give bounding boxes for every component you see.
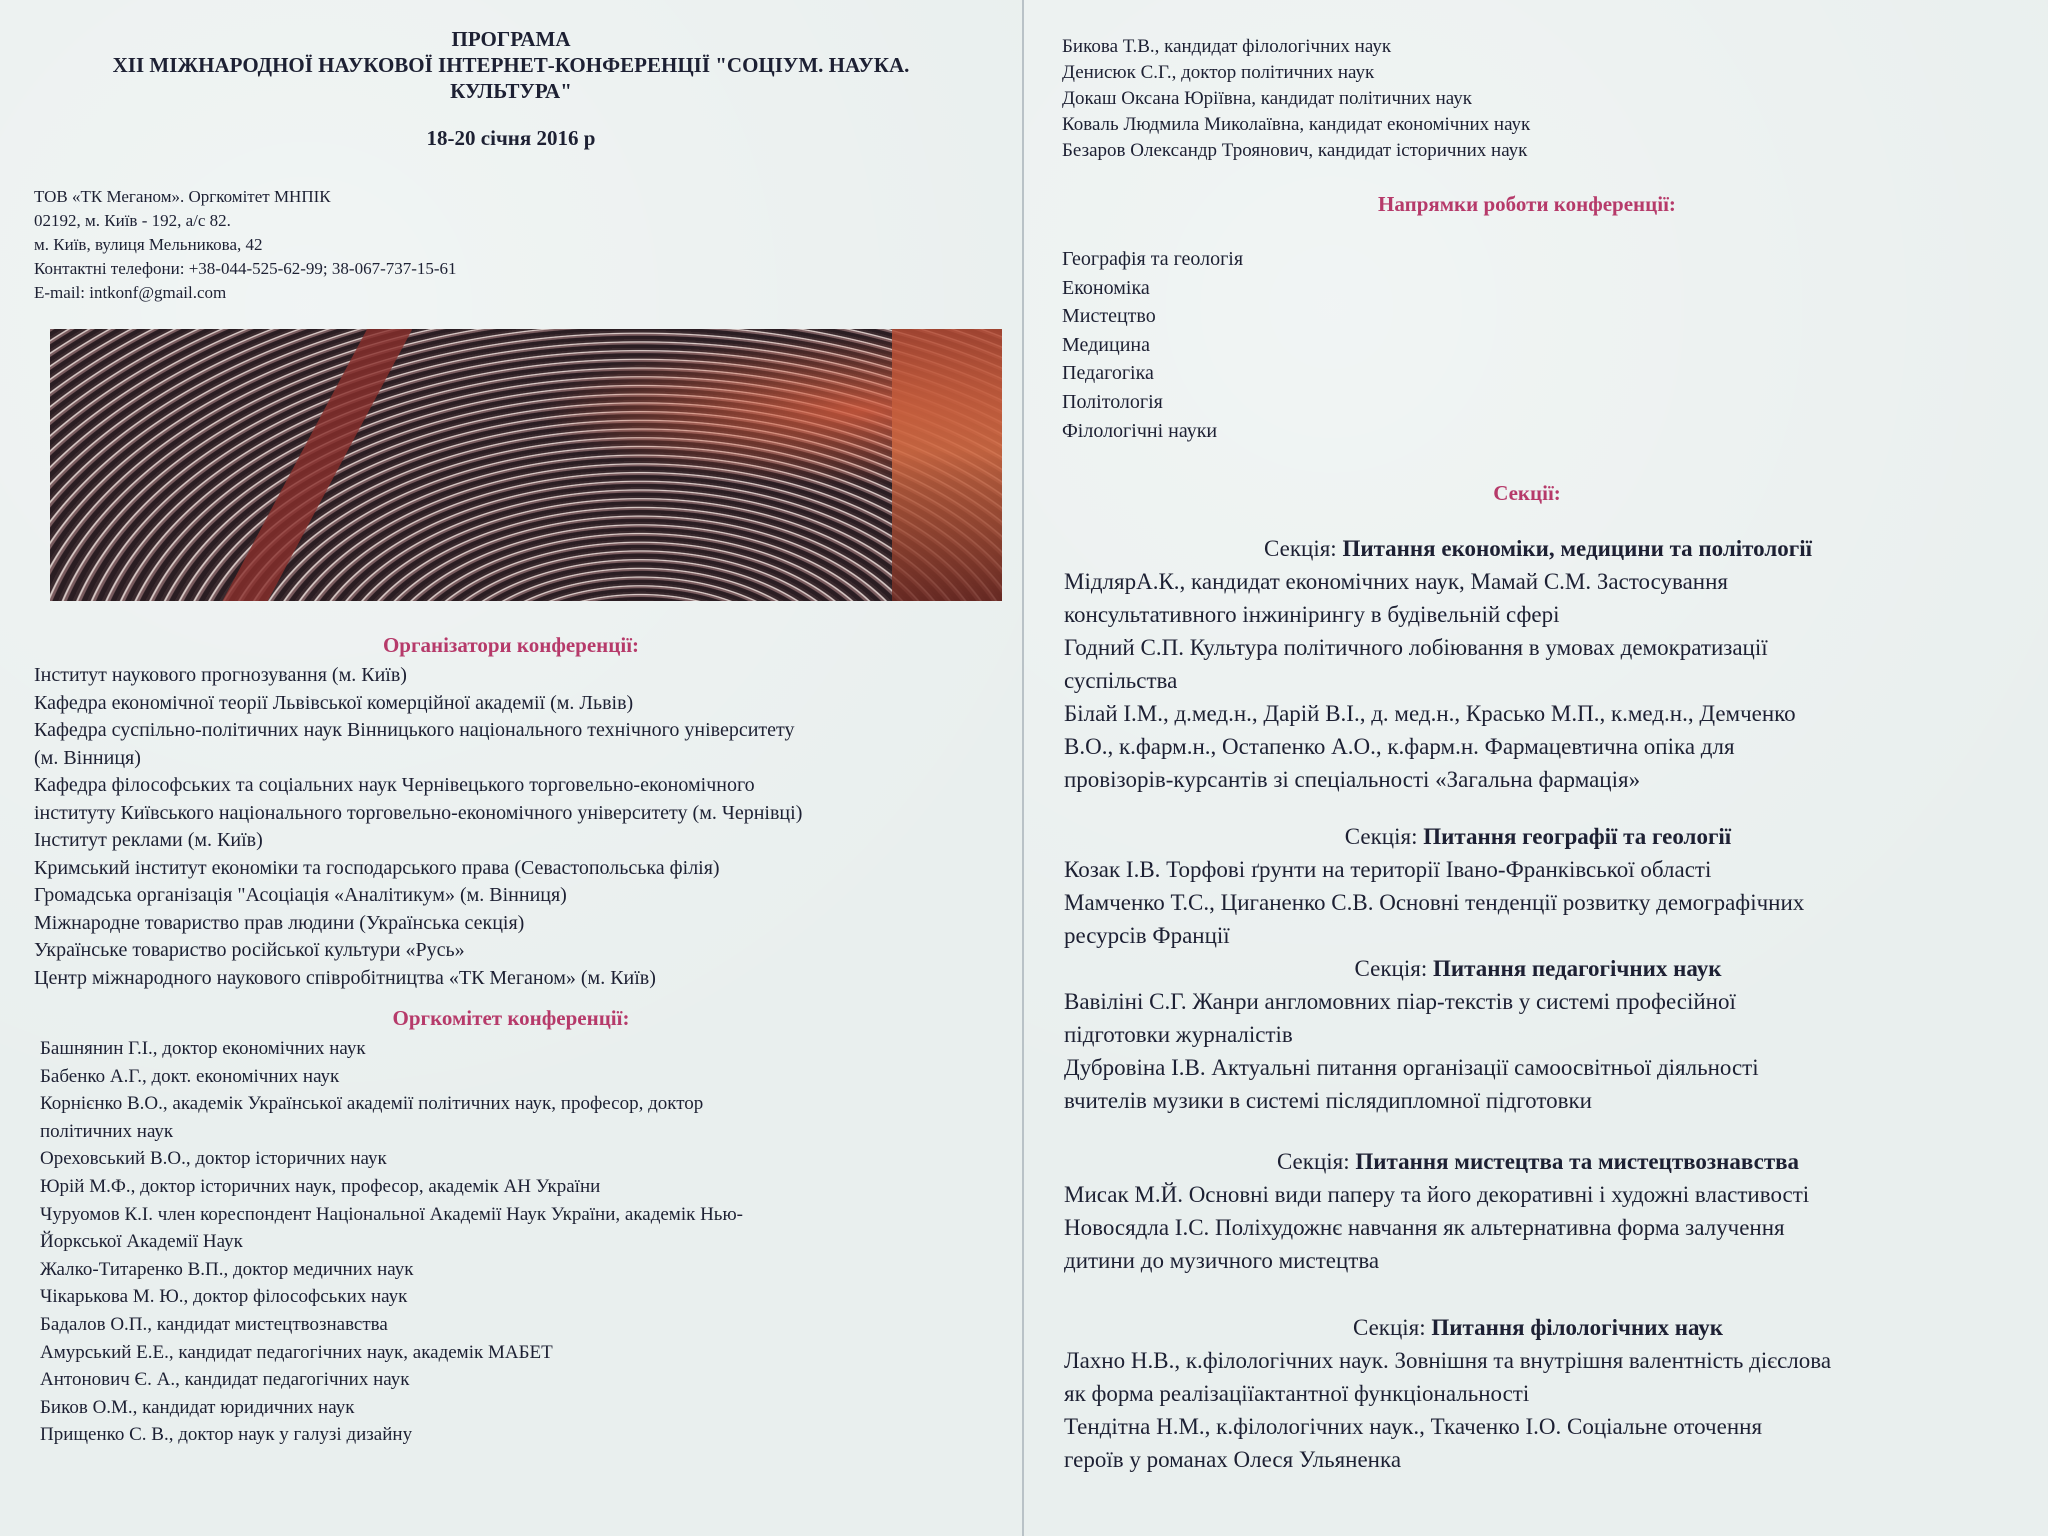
directions-heading: Напрямки роботи конференції: [1378, 192, 1676, 216]
program-title [34, 26, 988, 104]
organizer-item: Кафедра суспільно-політичних наук Вінницького національного технічного університету [34, 719, 795, 741]
committee-member: Йоркської Академії Наук [40, 1231, 243, 1253]
direction-item: Мистецтво [1062, 305, 1156, 328]
section-pedagogy [1042, 952, 2012, 1117]
section-entry: Вавіліні С.Г. Жанри англомовних піар-текстів у системі професійної [1064, 989, 1736, 1015]
section-entry: Новосядла І.С. Поліхудожнє навчання як альтернативна форма залучення [1064, 1215, 1785, 1241]
section-prefix: Секція: [1352, 1315, 1432, 1341]
committee-member: Прищенко С. В., доктор наук у галузі дизайну [40, 1424, 413, 1446]
contact-line: Контактні телефони: +38-044-525-62-99; 38-067-737-15-61 [34, 259, 457, 278]
section-name: Питання філологічних наук [1431, 1315, 1724, 1341]
program-title-line: КУЛЬТУРА" [450, 79, 572, 103]
contact-line: 02192, м. Київ - 192, а/с 82. [34, 211, 231, 230]
section-prefix: Секція: [1264, 536, 1343, 562]
program-title-line: ПРОГРАМА [451, 27, 571, 51]
directions-list [1042, 245, 2012, 445]
section-title [1064, 820, 2012, 853]
section-philology [1042, 1311, 2012, 1476]
committee-member: Амурський Е.Е., кандидат педагогічних наук, академік МАБЕТ [40, 1341, 553, 1363]
committee-list-continued [1042, 34, 2012, 164]
section-entry: МідлярА.К., кандидат економічних наук, Мамай С.М. Застосування [1064, 569, 1729, 595]
section-geography-geology [1042, 820, 2012, 952]
organizer-item: Інститут наукового прогнозування (м. Київ) [34, 664, 407, 686]
section-entry: Білай І.М., д.мед.н., Дарій В.І., д. мед.н., Красько М.П., к.мед.н., Демченко [1064, 701, 1796, 727]
contact-block [34, 185, 988, 305]
section-entry: консультативного інжинірингу в будівельній сфері [1064, 602, 1560, 628]
committee-member: Биков О.М., кандидат юридичних наук [40, 1396, 355, 1418]
section-economics-medicine-politics [1042, 532, 2012, 796]
photo-aisle [208, 329, 412, 601]
direction-item: Філологічні науки [1062, 419, 1218, 442]
direction-item: Педагогіка [1062, 362, 1154, 385]
organizer-item: Центр міжнародного наукового співробітництва «ТК Меганом» (м. Київ) [34, 966, 656, 989]
contact-line: м. Київ, вулиця Мельникова, 42 [34, 235, 263, 254]
section-entry: Лахно Н.В., к.філологічних наук. Зовнішня та внутрішня валентність дієслова [1064, 1348, 1832, 1374]
section-name: Питання економіки, медицини та політології [1342, 536, 1812, 562]
sections-heading: Секції: [1493, 481, 1561, 506]
contact-email: E-mail: intkonf@gmail.com [34, 283, 227, 302]
organizer-item: (м. Вінниця) [34, 746, 141, 769]
section-entry: ресурсів Франції [1064, 923, 1230, 949]
section-title [1064, 1145, 2012, 1178]
conference-dates: 18-20 січня 2016 р [426, 126, 596, 150]
committee-member: Коваль Людмила Миколаївна, кандидат економічних наук [1062, 114, 1531, 135]
photo-stage [892, 329, 1002, 601]
section-entry: вчителів музики в системі післядипломної підготовки [1064, 1088, 1592, 1114]
section-art [1042, 1145, 2012, 1277]
organizers-list [34, 662, 988, 992]
committee-member: Бикова Т.В., кандидат філологічних наук [1062, 36, 1392, 57]
section-prefix: Секція: [1354, 956, 1433, 982]
section-prefix: Секція: [1276, 1149, 1356, 1175]
section-entry: суспільства [1064, 668, 1178, 694]
direction-item: Економіка [1062, 276, 1150, 299]
direction-item: Політологія [1062, 390, 1163, 413]
committee-heading: Оргкомітет конференції: [392, 1006, 630, 1030]
section-title [1064, 1311, 2012, 1344]
program-title-line: XII МІЖНАРОДНОЇ НАУКОВОЇ ІНТЕРНЕТ-КОНФЕРЕНЦІЇ "СОЦІУМ. НАУКА. [112, 53, 910, 77]
organizer-item: Міжнародне товариство прав людини (Українська секція) [34, 911, 525, 934]
section-entry: підготовки журналістів [1064, 1022, 1293, 1048]
section-title [1064, 532, 2012, 565]
organizers-heading: Організатори конференції: [382, 633, 640, 657]
section-entry: героїв у романах Олеся Ульяненка [1064, 1447, 1402, 1473]
section-name: Питання географії та геології [1423, 824, 1732, 850]
organizer-item: інституту Київського національного торговельно-економічного університету (м. Чернівці) [34, 801, 803, 824]
committee-member: Юрій М.Ф., доктор історичних наук, професор, академік АН України [40, 1175, 601, 1197]
program-page-left [0, 0, 1022, 1536]
organizer-item: Кафедра філософських та соціальних наук Чернівецького торговельно-економічного [34, 774, 755, 796]
organizer-item: Українське товариство російської культури «Русь» [34, 939, 465, 961]
committee-member: Ореховський В.О., доктор історичних наук [40, 1148, 387, 1170]
section-name: Питання педагогічних наук [1432, 956, 1722, 982]
section-entry: провізорів-курсантів зі спеціальності «Загальна фармація» [1064, 767, 1641, 793]
committee-member: політичних наук [40, 1120, 174, 1142]
section-entry: Мисак М.Й. Основні види паперу та його декоративні і художні властивості [1064, 1182, 1810, 1208]
section-entry: Тендітна Н.М., к.філологічних наук., Ткаченко І.О. Соціальне оточення [1064, 1414, 1763, 1440]
section-name: Питання мистецтва та мистецтвознавства [1355, 1149, 1800, 1175]
section-entry: Козак І.В. Торфові ґрунти на території Івано-Франківської області [1064, 857, 1712, 883]
auditorium-photo [50, 329, 1002, 601]
section-entry: дитини до музичного мистецтва [1064, 1248, 1380, 1274]
committee-member: Башнянин Г.І., доктор економічних наук [40, 1038, 366, 1059]
committee-member: Чікарькова М. Ю., доктор філософських наук [40, 1286, 408, 1308]
section-entry: як форма реалізаціїактантної функціональності [1064, 1381, 1530, 1407]
organizer-item: Громадська організація "Асоціація «Аналітикум» (м. Вінниця) [34, 884, 567, 906]
committee-member: Чуруомов К.І. член кореспондент Національної Академії Наук України, академік Нью- [40, 1203, 743, 1225]
committee-member: Антонович Є. А., кандидат педагогічних наук [40, 1369, 410, 1391]
committee-member: Бабенко А.Г., докт. економічних наук [40, 1065, 340, 1087]
committee-list [34, 1035, 988, 1449]
organizer-item: Кримський інститут економіки та господарського права (Севастопольська філія) [34, 856, 720, 879]
section-entry: Мамченко Т.С., Циганенко С.В. Основні тенденції розвитку демографічних [1064, 890, 1805, 916]
program-page-right [1024, 0, 2048, 1536]
organizer-item: Кафедра економічної теорії Львівської комерційної академії (м. Львів) [34, 691, 634, 714]
direction-item: Медицина [1062, 333, 1150, 356]
section-entry: В.О., к.фарм.н., Остапенко А.О., к.фарм.н. Фармацевтична опіка для [1064, 734, 1735, 760]
section-entry: Годний С.П. Культура політичного лобіювання в умовах демократизації [1064, 635, 1768, 661]
section-entry: Дубровіна І.В. Актуальні питання організації самоосвітньої діяльності [1064, 1055, 1759, 1081]
committee-member: Докаш Оксана Юріївна, кандидат політичних наук [1062, 88, 1473, 109]
organizer-item: Інститут реклами (м. Київ) [34, 829, 263, 851]
section-title [1064, 952, 2012, 985]
committee-member: Жалко-Титаренко В.П., доктор медичних наук [40, 1258, 414, 1280]
committee-member: Безаров Олександр Троянович, кандидат історичних наук [1062, 140, 1528, 161]
committee-member: Корнієнко В.О., академік Української академії політичних наук, професор, доктор [40, 1093, 704, 1115]
contact-line: ТОВ «ТК Меганом». Оргкомітет МНПІК [34, 187, 331, 206]
committee-member: Денисюк С.Г., доктор політичних наук [1062, 62, 1375, 83]
section-prefix: Секція: [1344, 824, 1424, 850]
committee-member: Бадалов О.П., кандидат мистецтвознавства [40, 1313, 388, 1335]
direction-item: Географія та геологія [1062, 248, 1244, 270]
